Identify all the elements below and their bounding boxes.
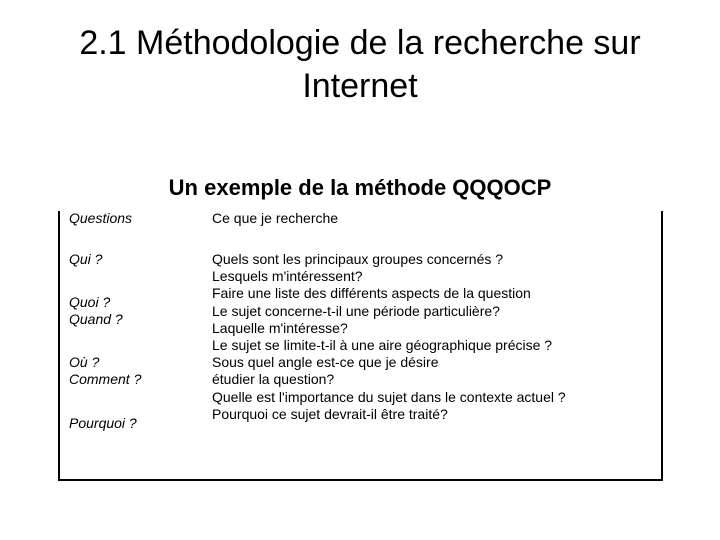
- question-comment: Comment ?: [69, 371, 142, 388]
- subtitle: Un exemple de la méthode QQQOCP: [168, 175, 552, 200]
- question-ou: Où ?: [69, 354, 100, 371]
- content-line-laquelle: Laquelle m'intéresse?: [212, 319, 348, 336]
- question-quand: Quand ?: [69, 311, 123, 328]
- content-line-pourquoi: Pourquoi ce sujet devrait-il être traité?: [212, 405, 448, 422]
- table-header-row: [60, 207, 661, 229]
- question-qui: Qui ?: [69, 251, 103, 267]
- content-line-aspects: Faire une liste des différents aspects de la question: [212, 285, 531, 302]
- content-line-groupes: Quels sont les principaux groupes concernés ?: [212, 251, 504, 267]
- header-questions: Questions: [69, 210, 133, 226]
- content-line-angle: Sous quel angle est-ce que je désire étudier la question?: [212, 354, 439, 388]
- questions-column: [69, 251, 199, 433]
- content-line-aire: Le sujet se limite-t-il à une aire géographique précise ?: [212, 337, 553, 354]
- content-line-periode: Le sujet concerne-t-il une période particulière?: [212, 302, 500, 319]
- question-pourquoi: Pourquoi ?: [69, 415, 137, 432]
- header-content: Ce que je recherche: [212, 210, 339, 226]
- content-line-lesquels: Lesquels m'intéressent?: [212, 268, 363, 285]
- content-line-importance: Quelle est l'importance du sujet dans le contexte actuel ?: [212, 388, 566, 405]
- qqqocp-table: [58, 211, 663, 481]
- slide-title: 2.1 Méthodologie de la recherche sur Internet: [79, 24, 641, 105]
- content-column: [212, 251, 632, 423]
- question-quoi: Quoi ?: [69, 294, 111, 310]
